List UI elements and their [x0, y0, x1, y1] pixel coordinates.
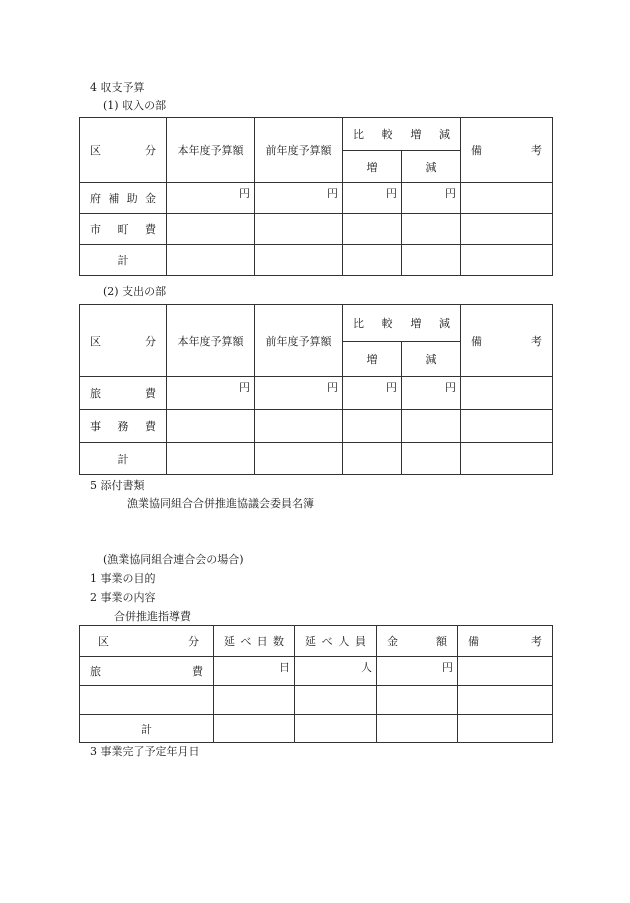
empty-label-cell [80, 686, 214, 715]
unit-yen: 円 [255, 377, 343, 410]
section-5-heading: 5 添付書類 [90, 479, 145, 492]
row-label-prefectural-subsidy: 府 補 助 金 [80, 183, 167, 214]
kubun-header: 区 分 [80, 626, 214, 657]
attachment-item: 漁業協同組合合併推進協議会委員名簿 [127, 497, 314, 510]
previous-year-budget-header: 前年度予算額 [255, 305, 343, 377]
row-label-travel-expense: 旅 費 [80, 657, 214, 686]
remarks-cell [461, 443, 553, 475]
kubun-header: 区 分 [80, 305, 167, 377]
income-section-title: (1) 収入の部 [103, 99, 167, 112]
remarks-cell [461, 377, 553, 410]
unit-yen: 円 [402, 183, 461, 214]
value-cell [214, 715, 295, 743]
remarks-header: 備 考 [461, 118, 553, 183]
row-label-municipal-fee: 市 町 費 [80, 214, 167, 245]
value-cell [295, 715, 377, 743]
comparison-header: 比 較 増 減 [343, 118, 461, 151]
value-cell [214, 686, 295, 715]
decrease-header: 減 [402, 151, 461, 183]
increase-header: 増 [343, 151, 402, 183]
amount-cell [167, 443, 255, 475]
row-label-office-expense: 事 務 費 [80, 410, 167, 443]
item-1-purpose: 1 事業の目的 [90, 572, 156, 585]
remarks-cell [458, 686, 553, 715]
amount-cell [255, 214, 343, 245]
remarks-cell [461, 183, 553, 214]
item-3-completion-date: 3 事業完了予定年月日 [90, 745, 200, 758]
amount-cell [167, 410, 255, 443]
amount-cell [343, 410, 402, 443]
amount-cell [343, 443, 402, 475]
remarks-header: 備 考 [458, 626, 553, 657]
unit-yen: 円 [343, 183, 402, 214]
expense-section-title: (2) 支出の部 [103, 285, 167, 298]
amount-cell [402, 410, 461, 443]
current-year-budget-header: 本年度予算額 [167, 118, 255, 183]
expense-budget-table [79, 304, 553, 475]
income-budget-table [79, 117, 553, 276]
federation-guidance-table [79, 625, 553, 743]
unit-yen: 円 [343, 377, 402, 410]
amount-cell [402, 214, 461, 245]
unit-yen: 円 [167, 183, 255, 214]
unit-yen: 円 [402, 377, 461, 410]
section-4-heading: 4 収支予算 [90, 81, 145, 94]
row-label-travel-expense: 旅 費 [80, 377, 167, 410]
remarks-cell [461, 410, 553, 443]
total-label: 計 [80, 443, 167, 475]
unit-yen: 円 [167, 377, 255, 410]
amount-header: 金 額 [377, 626, 458, 657]
amount-cell [167, 214, 255, 245]
amount-cell [255, 443, 343, 475]
amount-cell [343, 214, 402, 245]
unit-yen: 円 [377, 657, 458, 686]
value-cell [377, 715, 458, 743]
amount-cell [167, 245, 255, 276]
unit-yen: 円 [255, 183, 343, 214]
remarks-header: 備 考 [461, 305, 553, 377]
amount-cell [402, 443, 461, 475]
guidance-fee-subtitle: 合併推進指導費 [114, 610, 191, 623]
amount-cell [255, 410, 343, 443]
item-2-content: 2 事業の内容 [90, 591, 156, 604]
remarks-cell [458, 657, 553, 686]
total-days-header: 延 べ 日 数 [214, 626, 295, 657]
comparison-header: 比 較 増 減 [343, 305, 461, 342]
total-label: 計 [80, 245, 167, 276]
value-cell [295, 686, 377, 715]
kubun-header: 区 分 [80, 118, 167, 183]
amount-cell [343, 245, 402, 276]
current-year-budget-header: 本年度予算額 [167, 305, 255, 377]
value-cell [377, 686, 458, 715]
previous-year-budget-header: 前年度予算額 [255, 118, 343, 183]
total-people-header: 延 べ 人 員 [295, 626, 377, 657]
federation-case-note: (漁業協同組合連合会の場合) [103, 553, 244, 566]
remarks-cell [461, 245, 553, 276]
decrease-header: 減 [402, 342, 461, 377]
unit-people: 人 [295, 657, 377, 686]
unit-days: 日 [214, 657, 295, 686]
amount-cell [255, 245, 343, 276]
remarks-cell [458, 715, 553, 743]
amount-cell [402, 245, 461, 276]
increase-header: 増 [343, 342, 402, 377]
total-label: 計 [80, 715, 214, 743]
remarks-cell [461, 214, 553, 245]
